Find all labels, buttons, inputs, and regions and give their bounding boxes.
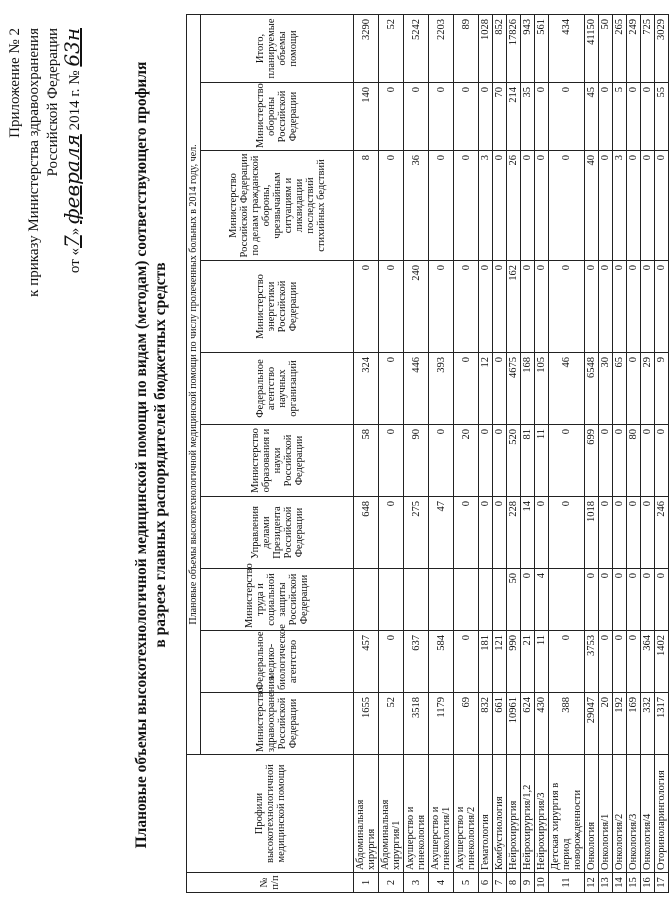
table-cell: 0 bbox=[429, 151, 454, 261]
table-cell: 45 bbox=[585, 83, 599, 151]
table-cell: 89 bbox=[454, 14, 479, 82]
table-cell: 0 bbox=[379, 353, 404, 425]
table-cell: 3029 bbox=[655, 14, 669, 82]
row-profile: Онкология/2 bbox=[613, 755, 627, 873]
table-cell: 624 bbox=[521, 693, 535, 755]
table-cell: 0 bbox=[429, 425, 454, 497]
table-cell: 41150 bbox=[585, 14, 599, 82]
table-cell: 0 bbox=[599, 83, 613, 151]
table-cell: 5 bbox=[613, 83, 627, 151]
table-cell: 121 bbox=[493, 631, 507, 693]
table-cell: 55 bbox=[655, 83, 669, 151]
table-cell: 10961 bbox=[507, 693, 521, 755]
table-cell: 990 bbox=[507, 631, 521, 693]
appendix-line: Российской Федерации bbox=[45, 28, 61, 177]
table-cell bbox=[479, 569, 493, 631]
table-cell: 29 bbox=[641, 353, 655, 425]
table-cell bbox=[379, 569, 404, 631]
table-cell: 4675 bbox=[507, 353, 521, 425]
table-row bbox=[585, 14, 599, 892]
table-cell: 0 bbox=[479, 261, 493, 353]
table-cell: 6548 bbox=[585, 353, 599, 425]
table-cell bbox=[429, 569, 454, 631]
row-profile: Акушерство и гинекология bbox=[404, 755, 429, 873]
row-number: 10 bbox=[535, 873, 549, 893]
table-row bbox=[613, 14, 627, 892]
table-cell: 943 bbox=[521, 14, 535, 82]
table-cell: 0 bbox=[379, 497, 404, 569]
table-cell: 0 bbox=[493, 151, 507, 261]
table-cell: 0 bbox=[454, 151, 479, 261]
table-cell: 0 bbox=[627, 151, 641, 261]
table-cell: 20 bbox=[599, 693, 613, 755]
table-cell: 0 bbox=[613, 425, 627, 497]
table-cell: 584 bbox=[429, 631, 454, 693]
row-number: 12 bbox=[585, 873, 599, 893]
table-cell: 0 bbox=[493, 497, 507, 569]
table-cell: 52 bbox=[379, 14, 404, 82]
table-cell: 1655 bbox=[354, 693, 379, 755]
table-cell: 50 bbox=[507, 569, 521, 631]
handwritten-month: февраля bbox=[60, 134, 84, 224]
table-cell: 0 bbox=[454, 631, 479, 693]
row-profile: Абдоминальная хирургия/1 bbox=[379, 755, 404, 873]
table-cell: 0 bbox=[585, 569, 599, 631]
table-cell: 36 bbox=[404, 151, 429, 261]
column-header: Министерство Российской Федерации по делам гражданской обороны, чрезвычайным ситуациям и ликвидации последствий стихийных бедствий bbox=[201, 151, 354, 261]
table-cell: 0 bbox=[454, 353, 479, 425]
table-cell: 246 bbox=[655, 497, 669, 569]
table-cell: 0 bbox=[535, 261, 549, 353]
row-profile: Нейрохирургия bbox=[507, 755, 521, 873]
table-cell: 637 bbox=[404, 631, 429, 693]
table-cell: 240 bbox=[404, 261, 429, 353]
table-row bbox=[454, 14, 479, 892]
table-cell: 105 bbox=[535, 353, 549, 425]
column-header: Итого, планируемые объемы помощи bbox=[201, 14, 354, 82]
table-cell: 0 bbox=[627, 631, 641, 693]
table-cell: 0 bbox=[379, 425, 404, 497]
table-cell bbox=[549, 569, 585, 631]
table-cell: 81 bbox=[521, 425, 535, 497]
row-profile: Онкология/3 bbox=[627, 755, 641, 873]
table-cell: 0 bbox=[613, 497, 627, 569]
table-row bbox=[627, 14, 641, 892]
row-profile: Детская хирургия в период новорожденности bbox=[549, 755, 585, 873]
table-cell: 0 bbox=[641, 83, 655, 151]
table-row bbox=[493, 14, 507, 892]
table-cell: 47 bbox=[429, 497, 454, 569]
table-cell: 0 bbox=[641, 425, 655, 497]
table-cell: 140 bbox=[354, 83, 379, 151]
column-header: Министерство образования и науки Российской Федерации bbox=[201, 425, 354, 497]
table-cell: 20 bbox=[454, 425, 479, 497]
table-cell: 725 bbox=[641, 14, 655, 82]
table-cell: 0 bbox=[521, 151, 535, 261]
table-cell: 5242 bbox=[404, 14, 429, 82]
table-cell: 0 bbox=[354, 261, 379, 353]
handwritten-day: 7 bbox=[60, 235, 84, 248]
row-profile: Онкология/1 bbox=[599, 755, 613, 873]
table-cell: 0 bbox=[379, 261, 404, 353]
table-cell: 249 bbox=[627, 14, 641, 82]
table-cell: 0 bbox=[454, 83, 479, 151]
table-cell: 0 bbox=[379, 631, 404, 693]
row-profile: Комбустиология bbox=[493, 755, 507, 873]
table-cell: 446 bbox=[404, 353, 429, 425]
row-profile: Нейрохирургия/3 bbox=[535, 755, 549, 873]
table-cell: 0 bbox=[599, 261, 613, 353]
row-number: 5 bbox=[454, 873, 479, 893]
appendix-line: Приложение № 2 bbox=[7, 28, 23, 138]
table-cell: 0 bbox=[599, 569, 613, 631]
table-cell: 3518 bbox=[404, 693, 429, 755]
table-cell: 21 bbox=[521, 631, 535, 693]
column-header: Управления делами Президента Российской Федерации bbox=[201, 497, 354, 569]
table-cell: 14 bbox=[521, 497, 535, 569]
table-row bbox=[655, 14, 669, 892]
table-cell: 65 bbox=[613, 353, 627, 425]
row-profile: Онкология bbox=[585, 755, 599, 873]
table-cell: 324 bbox=[354, 353, 379, 425]
table-cell: 0 bbox=[585, 261, 599, 353]
table-cell: 648 bbox=[354, 497, 379, 569]
table-cell: 3290 bbox=[354, 14, 379, 82]
table-cell: 0 bbox=[613, 569, 627, 631]
table-cell: 29047 bbox=[585, 693, 599, 755]
table-cell: 0 bbox=[535, 83, 549, 151]
table-cell: 0 bbox=[627, 261, 641, 353]
appendix-line: к приказу Министерства здравоохранения bbox=[26, 28, 42, 297]
row-profile: Абдоминальная хирургия bbox=[354, 755, 379, 873]
table-cell: 0 bbox=[479, 425, 493, 497]
table-cell: 9 bbox=[655, 353, 669, 425]
header-number: № п/п bbox=[187, 873, 354, 893]
table-cell: 26 bbox=[507, 151, 521, 261]
volumes-table bbox=[186, 14, 669, 893]
table-cell: 17826 bbox=[507, 14, 521, 82]
row-number: 6 bbox=[479, 873, 493, 893]
table-cell: 0 bbox=[613, 631, 627, 693]
table-cell: 0 bbox=[379, 151, 404, 261]
header-group-row bbox=[187, 14, 201, 892]
table-cell: 0 bbox=[429, 261, 454, 353]
table-cell: 393 bbox=[429, 353, 454, 425]
table-cell: 0 bbox=[549, 151, 585, 261]
table-cell: 69 bbox=[454, 693, 479, 755]
table-row bbox=[354, 14, 379, 892]
column-header: Министерство труда и социальной защиты Российской Федерации bbox=[201, 569, 354, 631]
table-cell: 832 bbox=[479, 693, 493, 755]
table-cell bbox=[404, 569, 429, 631]
table-cell: 35 bbox=[521, 83, 535, 151]
table-cell: 214 bbox=[507, 83, 521, 151]
table-cell: 0 bbox=[613, 261, 627, 353]
table-cell: 388 bbox=[549, 693, 585, 755]
table-cell bbox=[454, 569, 479, 631]
header-profile: Профили высокотехнологичной медицинской помощи bbox=[187, 755, 354, 873]
table-cell: 275 bbox=[404, 497, 429, 569]
table-cell: 90 bbox=[404, 425, 429, 497]
row-number: 1 bbox=[354, 873, 379, 893]
table-cell: 434 bbox=[549, 14, 585, 82]
row-number: 14 bbox=[613, 873, 627, 893]
table-cell: 852 bbox=[493, 14, 507, 82]
table-row bbox=[549, 14, 585, 892]
row-number: 7 bbox=[493, 873, 507, 893]
table-cell: 46 bbox=[549, 353, 585, 425]
handwritten-number: 63н bbox=[60, 28, 84, 67]
table-cell: 0 bbox=[641, 497, 655, 569]
document-title: Плановые объемы высокотехнологичной медицинской помощи по видам (методам) соответствующего профиля в разрезе главных распорядителей бюджетных средств bbox=[133, 61, 169, 849]
table-cell: 181 bbox=[479, 631, 493, 693]
column-header: Министерство энергетики Российской Федерации bbox=[201, 261, 354, 353]
table-cell: 0 bbox=[379, 83, 404, 151]
table-cell: 11 bbox=[535, 425, 549, 497]
table-row bbox=[404, 14, 429, 892]
table-cell: 0 bbox=[599, 425, 613, 497]
row-number: 17 bbox=[655, 873, 669, 893]
column-header: Министерство здравоохранения Российской Федерации bbox=[201, 693, 354, 755]
table-cell: 40 bbox=[585, 151, 599, 261]
row-number: 3 bbox=[404, 873, 429, 893]
table-cell: 70 bbox=[493, 83, 507, 151]
column-header: Министерство обороны Российской Федерации bbox=[201, 83, 354, 151]
appendix-date: от «7» февраля 2014 г. № 63н bbox=[60, 28, 84, 274]
table-cell: 561 bbox=[535, 14, 549, 82]
table-cell: 1018 bbox=[585, 497, 599, 569]
table-cell: 0 bbox=[655, 261, 669, 353]
row-profile: Нейрохирургия/1,2 bbox=[521, 755, 535, 873]
table-row bbox=[507, 14, 521, 892]
table-cell: 58 bbox=[354, 425, 379, 497]
table-cell: 0 bbox=[521, 261, 535, 353]
table-cell: 0 bbox=[655, 151, 669, 261]
row-number: 15 bbox=[627, 873, 641, 893]
table-cell: 0 bbox=[549, 631, 585, 693]
table-cell: 0 bbox=[549, 497, 585, 569]
table-cell: 0 bbox=[493, 261, 507, 353]
table-cell: 0 bbox=[599, 631, 613, 693]
table-row bbox=[429, 14, 454, 892]
table-cell: 430 bbox=[535, 693, 549, 755]
row-number: 8 bbox=[507, 873, 521, 893]
table-cell: 0 bbox=[549, 83, 585, 151]
table-cell: 3753 bbox=[585, 631, 599, 693]
table-cell: 2203 bbox=[429, 14, 454, 82]
table-cell: 8 bbox=[354, 151, 379, 261]
table-cell: 3 bbox=[613, 151, 627, 261]
table-cell: 0 bbox=[454, 497, 479, 569]
table-cell: 228 bbox=[507, 497, 521, 569]
table-cell: 0 bbox=[493, 425, 507, 497]
table-cell: 0 bbox=[655, 569, 669, 631]
table-cell: 168 bbox=[521, 353, 535, 425]
table-row bbox=[521, 14, 535, 892]
row-profile: Гематология bbox=[479, 755, 493, 873]
table-cell: 0 bbox=[655, 425, 669, 497]
table-cell: 0 bbox=[493, 353, 507, 425]
row-profile: Акушерство и гинекология/1 bbox=[429, 755, 454, 873]
table-cell: 169 bbox=[627, 693, 641, 755]
column-header: Федеральное агентство научных организаций bbox=[201, 353, 354, 425]
table-cell: 0 bbox=[627, 569, 641, 631]
table-cell: 3 bbox=[479, 151, 493, 261]
table-cell: 0 bbox=[521, 569, 535, 631]
row-number: 16 bbox=[641, 873, 655, 893]
table-cell: 1317 bbox=[655, 693, 669, 755]
table-cell: 11 bbox=[535, 631, 549, 693]
table-cell: 0 bbox=[549, 425, 585, 497]
table-row bbox=[535, 14, 549, 892]
row-number: 4 bbox=[429, 873, 454, 893]
table-cell: 52 bbox=[379, 693, 404, 755]
table-cell: 265 bbox=[613, 14, 627, 82]
table-cell: 162 bbox=[507, 261, 521, 353]
table-row bbox=[379, 14, 404, 892]
appendix-block bbox=[6, 28, 85, 297]
table-cell: 0 bbox=[535, 151, 549, 261]
table-row bbox=[479, 14, 493, 892]
table-row bbox=[599, 14, 613, 892]
table-cell: 332 bbox=[641, 693, 655, 755]
table-cell: 4 bbox=[535, 569, 549, 631]
table-cell: 0 bbox=[535, 497, 549, 569]
table-cell: 0 bbox=[641, 569, 655, 631]
table-cell: 0 bbox=[429, 83, 454, 151]
table-cell: 30 bbox=[599, 353, 613, 425]
table-cell: 0 bbox=[479, 497, 493, 569]
table-cell: 457 bbox=[354, 631, 379, 693]
header-group: Плановые объемы высокотехнологичной медицинской помощи по числу пролеченных больных в 2014 году, чел. bbox=[187, 14, 201, 754]
table-cell: 364 bbox=[641, 631, 655, 693]
table-cell: 0 bbox=[454, 261, 479, 353]
table-cell: 192 bbox=[613, 693, 627, 755]
table-cell: 0 bbox=[641, 261, 655, 353]
table-cell: 0 bbox=[599, 497, 613, 569]
table-cell: 12 bbox=[479, 353, 493, 425]
table-cell: 1028 bbox=[479, 14, 493, 82]
row-number: 11 bbox=[549, 873, 585, 893]
table-cell: 0 bbox=[641, 151, 655, 261]
table-cell: 0 bbox=[549, 261, 585, 353]
table-cell: 661 bbox=[493, 693, 507, 755]
table-cell: 0 bbox=[627, 353, 641, 425]
table-cell: 1402 bbox=[655, 631, 669, 693]
row-number: 2 bbox=[379, 873, 404, 893]
table-row bbox=[641, 14, 655, 892]
row-number: 9 bbox=[521, 873, 535, 893]
row-profile: Оториноларингология bbox=[655, 755, 669, 873]
row-profile: Онкология/4 bbox=[641, 755, 655, 873]
table-cell bbox=[493, 569, 507, 631]
table-cell: 0 bbox=[627, 497, 641, 569]
table-cell: 1179 bbox=[429, 693, 454, 755]
table-cell: 80 bbox=[627, 425, 641, 497]
table-cell: 50 bbox=[599, 14, 613, 82]
table-cell bbox=[354, 569, 379, 631]
table-cell: 0 bbox=[599, 151, 613, 261]
table-cell: 520 bbox=[507, 425, 521, 497]
table-cell: 699 bbox=[585, 425, 599, 497]
row-profile: Акушерство и гинекология/2 bbox=[454, 755, 479, 873]
column-header: Федеральное медико-биологическое агентство bbox=[201, 631, 354, 693]
row-number: 13 bbox=[599, 873, 613, 893]
table-cell: 0 bbox=[627, 83, 641, 151]
table-cell: 0 bbox=[479, 83, 493, 151]
table-cell: 0 bbox=[404, 83, 429, 151]
